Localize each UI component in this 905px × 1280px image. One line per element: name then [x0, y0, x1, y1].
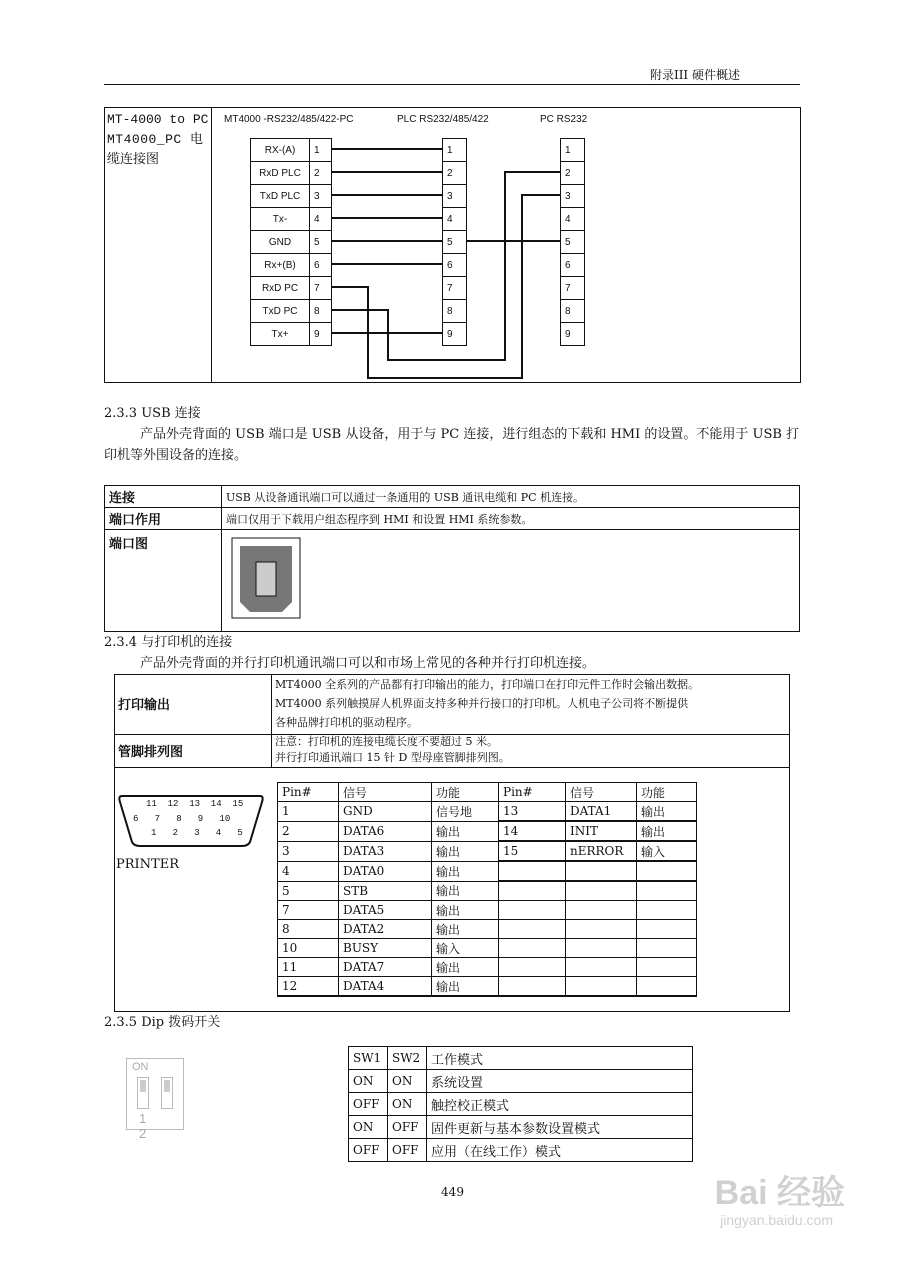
pin-cell — [499, 881, 566, 901]
page-header: 附录III 硬件概述 — [649, 68, 740, 82]
pin-cell — [637, 901, 697, 920]
dip-table — [348, 1046, 693, 1162]
dip-cell: 系统设置 — [427, 1070, 693, 1093]
printer-paragraph: 产品外壳背面的并行打印机通讯端口可以和市场上常见的各种并行打印机连接。 — [140, 656, 596, 671]
pin-cell: DATA7 — [339, 958, 432, 977]
pin-cell — [499, 958, 566, 977]
table-row — [278, 901, 697, 920]
pin-header: Pin# — [499, 783, 566, 802]
pin-cell: 7 — [278, 901, 339, 920]
printer-output-label: 打印输出 — [118, 698, 171, 713]
pin-table — [277, 782, 697, 997]
pin-cell: nERROR — [566, 841, 637, 861]
usb-row-label: 端口作用 — [105, 508, 222, 530]
signal-label: TxD PLC — [251, 185, 310, 208]
wire-rxd-pc — [332, 195, 560, 378]
printer-output-line: MT4000 全系列的产品都有打印输出的能力，打印端口在打印元件工作时会输出数据。 — [275, 678, 700, 691]
pin-cell: INIT — [566, 821, 637, 841]
dip-cell: ON — [349, 1070, 388, 1093]
usb-heading: 2.3.3 USB 连接 — [104, 406, 201, 421]
dip-cell: ON — [388, 1093, 427, 1116]
pin-cell: 输入 — [432, 939, 499, 958]
signal-label: RxD PLC — [251, 162, 310, 185]
signal-label: RxD PC — [251, 277, 310, 300]
pin-header: 功能 — [432, 783, 499, 802]
dip-header: SW2 — [388, 1047, 427, 1070]
pin-cell — [499, 977, 566, 997]
table-row — [278, 977, 697, 997]
pin-cell: 11 — [278, 958, 339, 977]
signal-label: Tx+ — [251, 323, 310, 346]
usb-row-value: 端口仅用于下载用户组态程序到 HMI 和设置 HMI 系统参数。 — [222, 508, 800, 530]
pin-number: 5 — [443, 231, 467, 254]
table-row — [278, 958, 697, 977]
pin-cell: 5 — [278, 881, 339, 901]
db15-row-mid: 6 7 8 9 10 — [133, 814, 231, 824]
cable-col2-title: PLC RS232/485/422 — [397, 114, 489, 125]
usb-port-cell — [222, 530, 800, 632]
table-row — [349, 1093, 693, 1116]
signal-label: RX-(A) — [251, 139, 310, 162]
dip-on-label: ON — [132, 1061, 149, 1073]
usb-paragraph: 产品外壳背面的 USB 端口是 USB 从设备，用于与 PC 连接，进行组态的下载和 HMI 的设置。不能用于 USB 打印机等外围设备的连接。 — [104, 427, 800, 463]
pin-cell: 输出 — [637, 821, 697, 841]
pin-number: 1 — [561, 139, 585, 162]
pin-cell: DATA6 — [339, 821, 432, 841]
dip-cell: ON — [388, 1070, 427, 1093]
pin-cell: 12 — [278, 977, 339, 997]
pin-cell — [566, 901, 637, 920]
pin-number: 5 — [561, 231, 585, 254]
pin-cell: STB — [339, 881, 432, 901]
table-row — [278, 841, 697, 861]
printer-output-line: MT4000 系列触摸屏人机界面支持多种并行接口的打印机。人机电子公司将不断提供 — [275, 697, 689, 710]
dip-switch-2 — [161, 1077, 173, 1109]
pin-number: 8 — [561, 300, 585, 323]
pin-cell — [499, 861, 566, 881]
pin-cell: 3 — [278, 841, 339, 861]
cable-wiring — [0, 0, 905, 400]
pin-cell: 输出 — [432, 901, 499, 920]
dip-cell: OFF — [349, 1093, 388, 1116]
dip-header: 工作模式 — [427, 1047, 693, 1070]
table-row — [278, 939, 697, 958]
dip-cell: OFF — [388, 1139, 427, 1162]
table-row — [349, 1070, 693, 1093]
dip-cell: 固件更新与基本参数设置模式 — [427, 1116, 693, 1139]
table-row — [278, 802, 697, 822]
db15-row-top: 11 12 13 14 15 — [146, 799, 244, 809]
db15-row-bot: 1 2 3 4 5 — [151, 828, 243, 838]
pin-header: 信号 — [566, 783, 637, 802]
pin-layout-line: 并行打印通讯端口 15 针 D 型母座管脚排列图。 — [275, 751, 510, 764]
pin-cell: 2 — [278, 821, 339, 841]
pin-cell: 输出 — [432, 861, 499, 881]
pin-cell: DATA0 — [339, 861, 432, 881]
pin-number: 9 — [443, 323, 467, 346]
pin-number: 4 — [310, 208, 332, 231]
pin-cell: BUSY — [339, 939, 432, 958]
pin-cell: DATA3 — [339, 841, 432, 861]
pin-cell — [499, 901, 566, 920]
table-row — [278, 861, 697, 881]
pin-cell: 输出 — [432, 977, 499, 997]
pin-cell — [499, 920, 566, 939]
printer-connector-label: PRINTER — [116, 857, 179, 872]
pin-cell: 输出 — [432, 920, 499, 939]
pin-layout-label: 管脚排列图 — [118, 745, 184, 760]
dip-switch-icon — [126, 1058, 184, 1141]
pin-cell — [566, 861, 637, 881]
pin-cell: 10 — [278, 939, 339, 958]
pin-number: 7 — [310, 277, 332, 300]
signal-label: GND — [251, 231, 310, 254]
pin-number: 3 — [443, 185, 467, 208]
pin-cell — [637, 881, 697, 901]
dip-cell: 触控校正模式 — [427, 1093, 693, 1116]
pin-cell — [637, 958, 697, 977]
pin-cell: 输入 — [637, 841, 697, 861]
pin-cell — [566, 881, 637, 901]
pin-number: 4 — [561, 208, 585, 231]
pin-number: 7 — [561, 277, 585, 300]
printer-row-divider — [114, 767, 790, 768]
dip-heading: 2.3.5 Dip 拨码开关 — [104, 1015, 221, 1030]
pin-cell: 信号地 — [432, 802, 499, 822]
dip-cell: OFF — [349, 1139, 388, 1162]
pin-cell: DATA2 — [339, 920, 432, 939]
cable-label-line: 缆连接图 — [107, 152, 160, 167]
dip-switch-numbers: 1 2 — [139, 1111, 156, 1141]
pin-number: 6 — [561, 254, 585, 277]
pin-cell — [566, 958, 637, 977]
pin-cell: 14 — [499, 821, 566, 841]
pin-number: 7 — [443, 277, 467, 300]
pin-cell: 15 — [499, 841, 566, 861]
pin-header: Pin# — [278, 783, 339, 802]
dip-cell: 应用（在线工作）模式 — [427, 1139, 693, 1162]
pin-number: 4 — [443, 208, 467, 231]
printer-heading: 2.3.4 与打印机的连接 — [104, 635, 233, 650]
pin-cell: 输出 — [432, 881, 499, 901]
watermark-brand: Bai 经验 — [714, 1174, 845, 1212]
usb-row-label: 连接 — [105, 486, 222, 508]
pin-cell — [637, 920, 697, 939]
pin-table-header — [278, 783, 697, 802]
usb-row-value: USB 从设备通讯端口可以通过一条通用的 USB 通讯电缆和 PC 机连接。 — [222, 486, 800, 508]
table-row — [278, 821, 697, 841]
dip-cell: ON — [349, 1116, 388, 1139]
printer-output-line: 各种品牌打印机的驱动程序。 — [275, 716, 418, 729]
dip-cell: OFF — [388, 1116, 427, 1139]
usb-row-label: 端口图 — [105, 530, 222, 632]
dip-header: SW1 — [349, 1047, 388, 1070]
pin-number: 8 — [443, 300, 467, 323]
pin-number: 9 — [561, 323, 585, 346]
printer-output-text — [275, 675, 699, 732]
pin-header: 功能 — [637, 783, 697, 802]
cable-col3-title: PC RS232 — [540, 114, 588, 125]
pin-cell: 输出 — [432, 841, 499, 861]
pin-header: 信号 — [339, 783, 432, 802]
pin-number: 8 — [310, 300, 332, 323]
signal-label: Rx+(B) — [251, 254, 310, 277]
pin-cell — [637, 861, 697, 881]
pin-cell: 输出 — [637, 802, 697, 822]
printer-col-divider — [271, 674, 272, 767]
usb-table — [104, 485, 800, 632]
cable-label-line: MT-4000 to PC — [107, 112, 209, 127]
signal-label: Tx- — [251, 208, 310, 231]
pin-number: 3 — [561, 185, 585, 208]
pin-number: 2 — [443, 162, 467, 185]
pin-cell: 1 — [278, 802, 339, 822]
table-row — [278, 920, 697, 939]
page-number: 449 — [441, 1185, 464, 1199]
pin-cell: DATA1 — [566, 802, 637, 822]
signal-label: TxD PC — [251, 300, 310, 323]
table-row — [349, 1139, 693, 1162]
pin-layout-line: 注意：打印机的连接电缆长度不要超过 5 米。 — [275, 735, 498, 748]
pin-number: 1 — [443, 139, 467, 162]
pin-cell: 13 — [499, 802, 566, 822]
pin-layout-text — [275, 734, 510, 766]
table-row — [349, 1116, 693, 1139]
dip-switch-1 — [137, 1077, 149, 1109]
cable-label-line: MT4000_PC 电 — [107, 132, 204, 147]
pin-number: 9 — [310, 323, 332, 346]
cable-col1-title: MT4000 -RS232/485/422-PC — [224, 114, 354, 125]
pin-cell — [637, 939, 697, 958]
pin-number: 2 — [310, 162, 332, 185]
pin-cell — [566, 920, 637, 939]
pin-number: 1 — [310, 139, 332, 162]
wire-txd-pc — [332, 172, 560, 360]
pin-cell: 输出 — [432, 958, 499, 977]
pin-number: 6 — [443, 254, 467, 277]
pin-number: 3 — [310, 185, 332, 208]
pin-cell: DATA4 — [339, 977, 432, 997]
pin-cell — [637, 977, 697, 997]
pin-number: 6 — [310, 254, 332, 277]
watermark-url: jingyan.baidu.com — [720, 1212, 833, 1228]
pin-cell: 8 — [278, 920, 339, 939]
table-row — [278, 881, 697, 901]
pin-number: 2 — [561, 162, 585, 185]
pin-number: 5 — [310, 231, 332, 254]
pin-cell: 4 — [278, 861, 339, 881]
pin-cell — [499, 939, 566, 958]
pin-cell: DATA5 — [339, 901, 432, 920]
pin-cell: GND — [339, 802, 432, 822]
pin-cell — [566, 939, 637, 958]
pin-cell: 输出 — [432, 821, 499, 841]
usb-port-icon — [226, 534, 306, 624]
pin-cell — [566, 977, 637, 997]
